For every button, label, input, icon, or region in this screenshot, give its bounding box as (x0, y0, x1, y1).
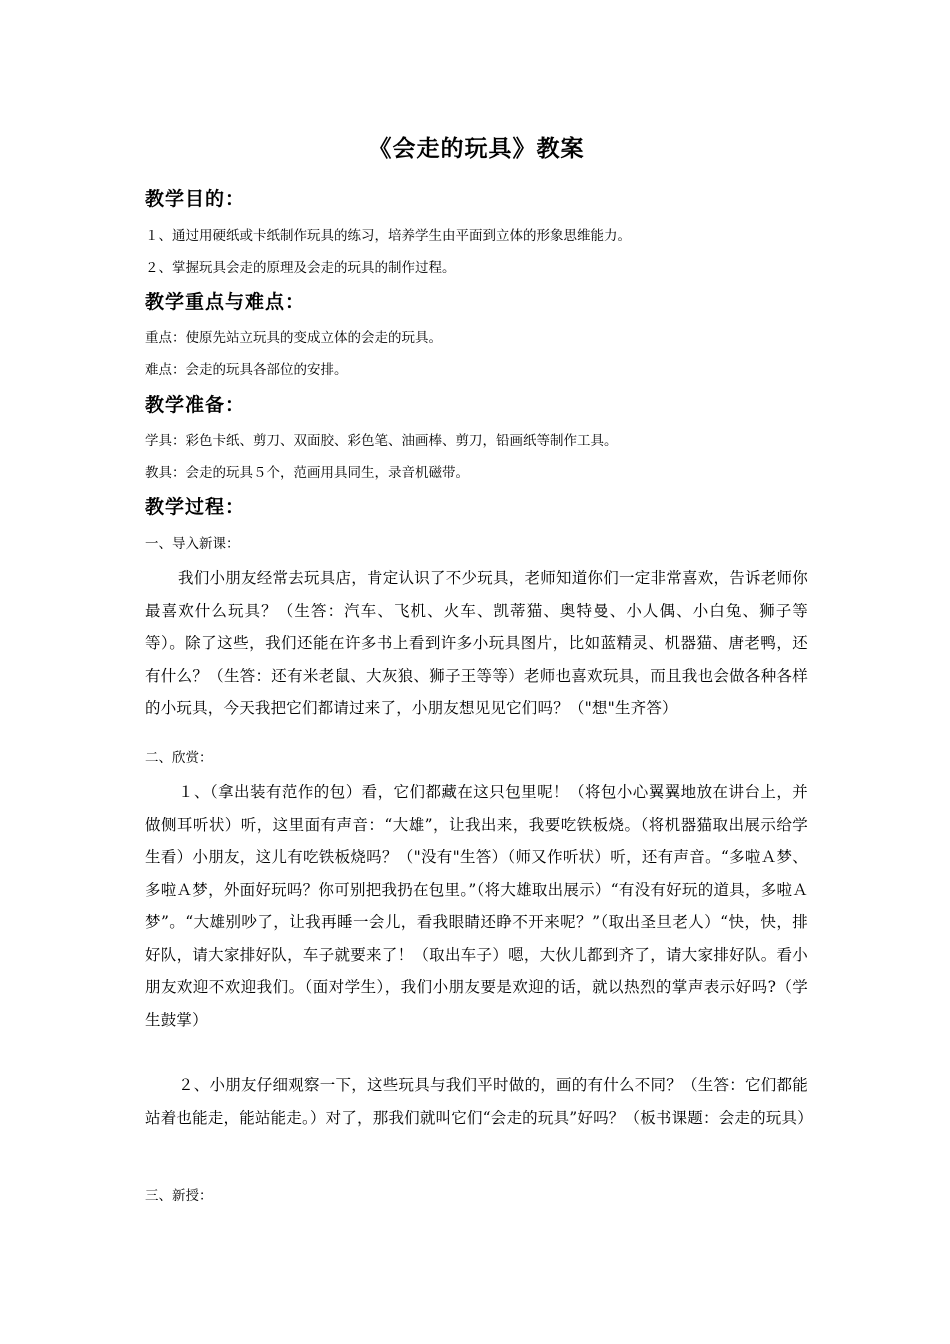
process-part2-paragraph-1: １、（拿出装有范作的包）看，它们都藏在这只包里呢！（将包小心翼翼地放在讲台上，并做侧耳听状）听，这里面有声音：“大雄”，让我出来，我要吃铁板烧。（将机器猫取出展示给学生看）小朋友，这儿有吃铁板烧吗？（"没有"生答）（师又作听状）听，还有声音。“多啦Ａ梦、多啦Ａ梦，外面好玩吗？你可别把我扔在包里。”（将大雄取出展示）“有没有好玩的道具，多啦Ａ梦”。“大雄别吵了，让我再睡一会儿，看我眼睛还睁不开来呢？”（取出圣旦老人）“快，快，排好队，请大家排好队，车子就要来了！（取出车子）嗯，大伙儿都到齐了，请大家排好队。看小朋友欢迎不欢迎我们。（面对学生），我们小朋友要是欢迎的话，就以热烈的掌声表示好吗?（学生鼓掌） (145, 783, 808, 1029)
process-part2-paragraph-2: ２、小朋友仔细观察一下，这些玩具与我们平时做的，画的有什么不同？（生答：它们都能站着也能走，能站能走。）对了，那我们就叫它们“会走的玩具”好吗？（板书课题：会走的玩具） (145, 1076, 813, 1127)
objectives-item-2: ２、掌握玩具会走的原理及会走的玩具的制作过程。 (145, 260, 456, 276)
process-heading: 教学过程： (145, 496, 246, 518)
objectives-heading: 教学目的： (145, 188, 246, 210)
process-part1-title: 一、导入新课： (145, 536, 240, 552)
document-title: 《会走的玩具》教案 (368, 136, 585, 162)
key-points-heading: 教学重点与难点： (145, 291, 306, 313)
preparation-item-1: 学具：彩色卡纸、剪刀、双面胶、彩色笔、油画棒、剪刀，铅画纸等制作工具。 (145, 433, 618, 449)
key-point-item-2: 难点：会走的玩具各部位的安排。 (145, 362, 348, 378)
preparation-heading: 教学准备： (145, 394, 246, 416)
preparation-item-2: 教具：会走的玩具５个，范画用具同生，录音机磁带。 (145, 465, 469, 481)
process-part3-title: 三、新授： (145, 1188, 213, 1204)
process-part2-title: 二、欣赏： (145, 750, 213, 766)
objectives-item-1: １、通过用硬纸或卡纸制作玩具的练习，培养学生由平面到立体的形象思维能力。 (145, 228, 631, 244)
key-point-item-1: 重点：使原先站立玩具的变成立体的会走的玩具。 (145, 330, 442, 346)
process-part1-paragraph: 我们小朋友经常去玩具店，肯定认识了不少玩具，老师知道你们一定非常喜欢，告诉老师你最喜欢什么玩具？（生答：汽车、飞机、火车、凯蒂猫、奥特曼、小人偶、小白兔、狮子等等）。除了这些，我们还能在许多书上看到许多小玩具图片，比如蓝精灵、机器猫、唐老鸭，还有什么？（生答：还有米老鼠、大灰狼、狮子王等等）老师也喜欢玩具，而且我也会做各种各样的小玩具，今天我把它们都请过来了，小朋友想见见它们吗？（"想"生齐答） (145, 569, 808, 717)
